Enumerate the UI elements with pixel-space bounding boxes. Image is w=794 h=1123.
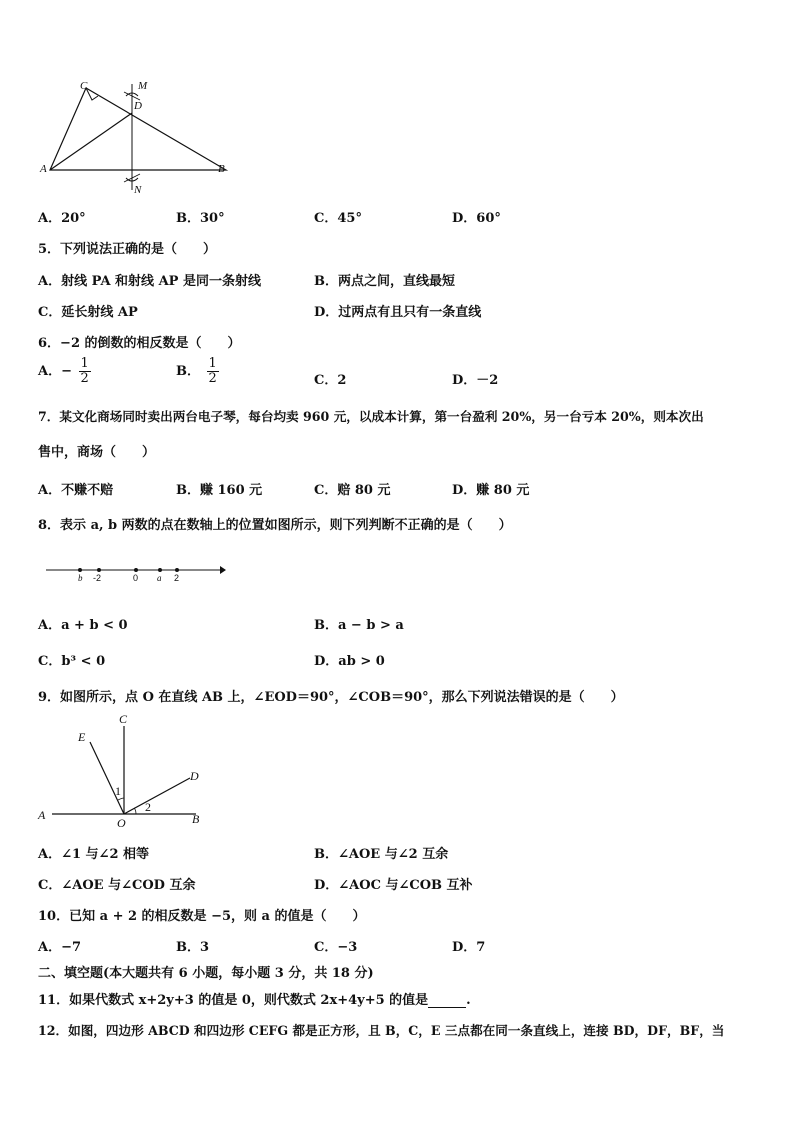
fig4-label-a: A	[40, 163, 47, 175]
q7-stem-line2: 售中，商场（ ）	[38, 445, 156, 460]
axis-label-0: 0	[133, 573, 139, 583]
q7-option-d: D．赚 80 元	[452, 483, 530, 498]
fig9-label-e: E	[78, 730, 86, 744]
angle-figure	[50, 718, 210, 828]
q7-option-c: C．赔 80 元	[314, 483, 391, 498]
axis-label-neg2: -2	[93, 573, 102, 583]
q6-stem: 6．−2 的倒数的相反数是（ ）	[38, 336, 241, 351]
axis-label-2: 2	[174, 573, 180, 583]
q7-option-a: A．不赚不赔	[38, 483, 114, 498]
q9-stem: 9．如图所示，点 O 在直线 AB 上，∠EOD＝90°，∠COB＝90°，那么下列说法错误的是（ ）	[38, 690, 624, 705]
q6-option-b-fraction	[207, 357, 219, 386]
q9-option-b: B．∠AOE 与∠2 互余	[314, 847, 449, 862]
q6-option-c: C．2	[314, 373, 347, 388]
q9-option-d: D．∠AOC 与∠COB 互补	[314, 878, 473, 893]
q5-option-b: B．两点之间，直线最短	[314, 274, 455, 289]
q10-option-d: D．7	[452, 940, 486, 955]
q6-option-b	[176, 357, 219, 386]
q8-stem: 8．表示 a, b 两数的点在数轴上的位置如图所示，则下列判断不正确的是（ ）	[38, 518, 512, 533]
q10-option-b: B．3	[176, 940, 210, 955]
q5-option-a: A．射线 PA 和射线 AP 是同一条射线	[38, 274, 261, 289]
q6-option-a	[38, 357, 91, 386]
fig4-label-b: B	[218, 163, 225, 175]
fig9-label-one: 1	[115, 784, 121, 798]
q9-option-a: A．∠1 与∠2 相等	[38, 847, 150, 862]
fig9-label-two: 2	[145, 800, 151, 814]
fig9-label-b: B	[192, 812, 200, 826]
q5-option-d: D．过两点有且只有一条直线	[314, 305, 482, 320]
q8-option-c: C．b³ < 0	[38, 654, 106, 669]
figure-q4-triangle	[36, 78, 236, 198]
q8-option-b: B．a − b > a	[314, 618, 404, 633]
q10-stem: 10．已知 a + 2 的相反数是 −5，则 a 的值是（ ）	[38, 909, 366, 924]
fig9-label-d: D	[190, 769, 199, 783]
q4-option-a: A．20°	[38, 211, 86, 226]
fig4-label-n: N	[134, 184, 142, 196]
q7-stem-line1: 7．某文化商场同时卖出两台电子琴，每台均卖 960 元，以成本计算，第一台盈利 20%，另一台亏本 20%，则本次出	[38, 409, 704, 424]
axis-label-a: a	[157, 573, 162, 583]
q5-option-c: C．延长射线 AP	[38, 305, 138, 320]
q11-stem-end: .	[466, 993, 471, 1008]
fig9-label-o: O	[117, 816, 126, 830]
q11-stem	[38, 989, 471, 1008]
q6-option-a-fraction	[79, 357, 91, 386]
q10-option-c: C．−3	[314, 940, 358, 955]
fig4-label-m: M	[138, 80, 148, 92]
q6-a-numerator: 1	[80, 356, 89, 371]
q6-option-d: D．－2	[452, 373, 499, 388]
q4-option-d: D．60°	[452, 211, 501, 226]
q11-stem-text: 11．如果代数式 x+2y+3 的值是 0，则代数式 2x+4y+5 的值是	[38, 993, 429, 1008]
q6-a-denominator: 2	[80, 371, 89, 386]
section-2-title: 二、填空题(本大题共有 6 小题，每小题 3 分，共 18 分)	[38, 966, 374, 981]
fig4-label-c: C	[80, 80, 88, 92]
fig9-label-a: A	[38, 808, 46, 822]
axis-label-b: b	[78, 573, 83, 583]
q11-answer-blank	[428, 995, 466, 1008]
q6-option-a-prefix: A．−	[38, 364, 72, 379]
fig4-label-d: D	[134, 100, 142, 112]
q6-b-numerator: 1	[208, 356, 217, 371]
q6-option-b-prefix: B．	[176, 364, 200, 379]
q8-option-a: A．a + b < 0	[38, 618, 128, 633]
q6-b-denominator: 2	[208, 371, 217, 386]
q9-option-c: C．∠AOE 与∠COD 互余	[38, 878, 196, 893]
q10-option-a: A．−7	[38, 940, 82, 955]
q5-stem: 5．下列说法正确的是（ ）	[38, 242, 217, 257]
q12-stem: 12．如图，四边形 ABCD 和四边形 CEFG 都是正方形，且 B，C，E 三点都在同一条直线上，连接 BD，DF，BF，当	[38, 1023, 725, 1038]
q4-option-c: C．45°	[314, 211, 362, 226]
fig9-label-c: C	[119, 712, 128, 726]
q8-option-d: D．ab > 0	[314, 654, 385, 669]
q7-option-b: B．赚 160 元	[176, 483, 263, 498]
q4-option-b: B．30°	[176, 211, 225, 226]
